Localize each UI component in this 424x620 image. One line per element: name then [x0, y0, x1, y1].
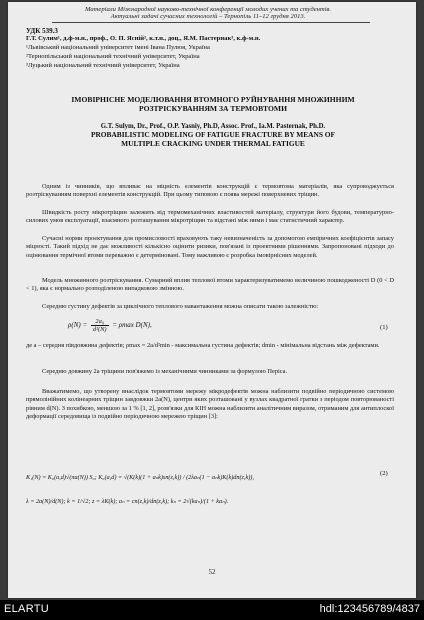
- title-en-line-2: MULTIPLE CRACKING UNDER THERMAL FATIGUE: [121, 138, 305, 148]
- paragraph-7: Середню довжину 2a тріщини пов'яжемо із механічними чинниками за формулою Періса.: [42, 368, 288, 375]
- footer-bar: [0, 600, 424, 620]
- title-ua-line-2: РОЗТРІСКУВАННЯМ ЗА ТЕРМОВТОМИ: [138, 104, 287, 113]
- title-en: [48, 131, 378, 148]
- authors-ua: Г.Т. Сулим¹, д.ф-м.н., проф., О. П. Ясній², к.т.н., доц., Я.М. Пастернак³, к.ф-м.н.: [26, 35, 261, 42]
- conference-line-1: Матеріали Міжнародної науково-технічної конференції молодих учених та студентів.: [84, 6, 332, 13]
- equation-number-1: (1): [380, 324, 388, 331]
- formula-2-line-1: K₁(N) = K₀(a,d)√(πa(N)) S₀; K₀(a,d) = √(K(k)(1 + aₙk)sn(z,k)) / (2λaₙ(1 − aₙk)K(k)dn(z,k)),: [26, 474, 254, 481]
- formula-1-fraction: [91, 318, 109, 333]
- affiliation-2: ²Тернопільський національний технічний університет, Україна: [26, 53, 200, 60]
- udk-code: УДК 539.3: [26, 27, 58, 35]
- paragraph-8: Вважатимемо, що утворену внаслідок термовтоми мережу мікродефектів можна наблизити подвійно періодичною системою прямолінійних колінеарних тріщин завдовжки 2a(N), центри яких розташовані у вузлах квадратної гратки з періодом повторюваності рівним d(N). З похибкою, меншою за 1 % [1, 2], розв'язки для КІН можна наблизити аналітичним виразом, отриманим для антиплоскої деформації середовища із подвійно періодичною мережею тріщин [3]:: [26, 388, 394, 420]
- formula-1-denominator: d²(N): [92, 326, 107, 333]
- paragraph-3: Сучасні норми проектування для промисловості враховують таку невизначеність за допомогою емпіричних коефіцієнтів запасу міцності. Такий підхід не дає можливості кількісно оцінити ризики, пов'язані із проектними рішеннями. Запропоновані підходи до оцінювання термічної втоми переважно є детерміновані. Тому важливою є розробка імовірнісних моделей.: [26, 235, 394, 259]
- title-ua: [48, 95, 378, 113]
- formula-1-lhs: ρ(N) =: [68, 321, 88, 330]
- formula-1: [68, 318, 416, 333]
- title-ua-line-1: ІМОВІРНІСНЕ МОДЕЛЮВАННЯ ВТОМНОГО РУЙНУВАННЯ МНОЖИННИМ: [71, 95, 355, 104]
- formula-1-rhs: = ρmax D(N),: [112, 321, 152, 330]
- formula-2-line-2: λ = 2a(N)/d(N); k = 1/√2; z = λK(k); aₙ = cn(z,k)/dn(z,k); kₙ = 2√(kaₙ)/(1 + kaₙ).: [26, 498, 229, 505]
- repository-name: ELARTU: [4, 603, 49, 615]
- formula-1-numerator: 2a₀: [91, 318, 109, 326]
- title-en-line-1: PROBABILISTIC MODELING OF FATIGUE FRACTURE BY MEANS OF: [90, 130, 336, 139]
- affiliation-3: ³Луцький національний технічний університет, Україна: [26, 62, 180, 69]
- conference-line-2: Актуальні задачі сучасних технологій – Тернопіль 11–12 грудня 2013.: [110, 13, 306, 21]
- header-rule: [52, 22, 370, 23]
- handle-id: hdl:123456789/4837: [319, 603, 420, 615]
- paragraph-4: Модель множинного розтріскування. Сумарний вплив теплової втоми характеризуватимемо величиною пошкодженості D (0 < D < 1), яка є нормально розподіленою випадковою змінною.: [26, 277, 394, 293]
- paragraph-6: де a – середня півдовжина дефектів; ρmax = 2a/d²min - максимальна густина дефектів; dmin - мінімальна відстань між дефектами.: [26, 342, 380, 349]
- equation-number-2: (2): [380, 470, 388, 477]
- document-page: [8, 2, 416, 598]
- authors-en: G.T. Sulym, Dr., Prof., O.P. Yasniy, Ph.D, Assoc. Prof., Ia.M. Pasternak, Ph.D.: [100, 123, 326, 130]
- page-number: 52: [208, 568, 216, 576]
- conference-header: [48, 6, 368, 21]
- paragraph-5: Середню густину дефектів за циклічного теплового навантаження можна описати такою залежністю:: [42, 303, 319, 310]
- paragraph-2: Швидкість росту мікротріщин залежить від термомеханічних властивостей матеріалу, структури його будови, температурно-силових умов експлуатації, взаємного розташування мікротріщин та відстані між ними і має статистичний характер.: [26, 209, 394, 225]
- affiliation-1: ¹Львівський національний університет імені Івана Пулюя, Україна: [26, 44, 210, 51]
- paragraph-1: Одним із чинників, що впливає на міцність елементів конструкцій є термовтома матеріалів, яка супроводжується розтріскуванням поверхні елементів конструкцій. При цьому типовою є поява мережі поверхневих тріщин.: [26, 183, 394, 199]
